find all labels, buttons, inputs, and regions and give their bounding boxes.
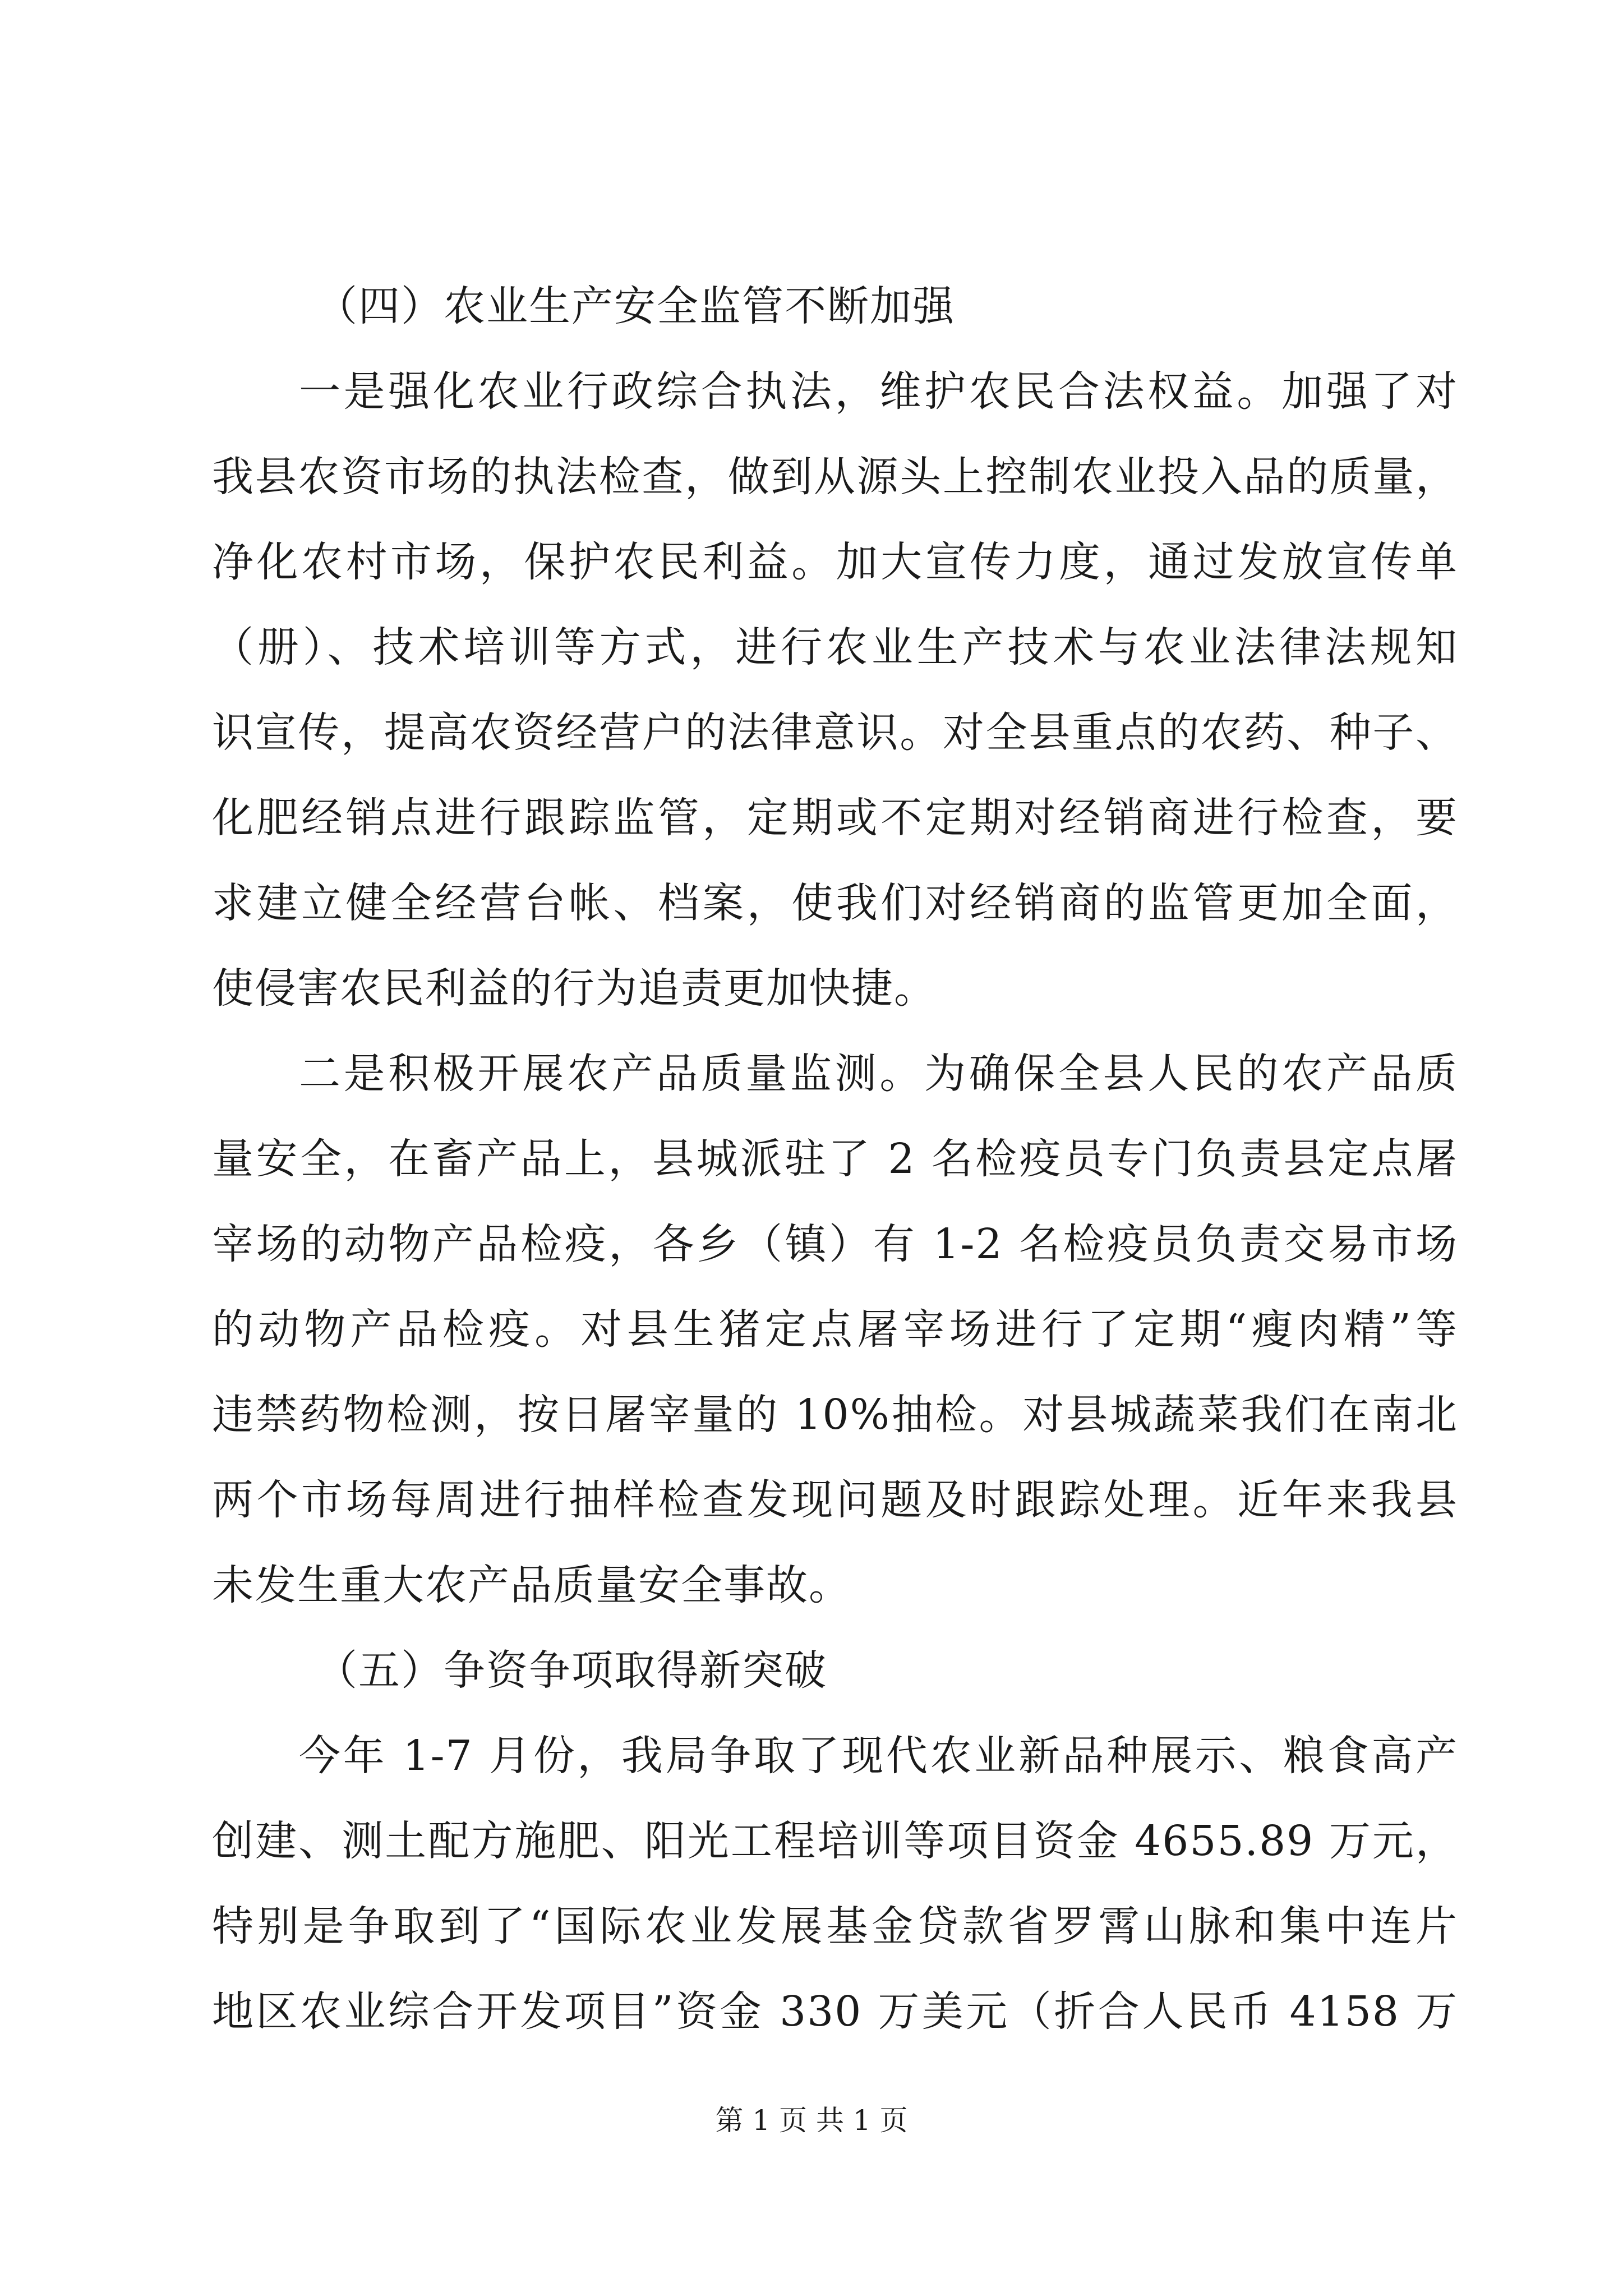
page-number-footer: 第 1 页 共 1 页 — [715, 2104, 908, 2137]
paragraph-line: 地区农业综合开发项目”资金 330 万美元（折合人民币 4158 万 — [212, 1987, 1458, 2036]
paragraph-line: 一是强化农业行政综合执法，维护农民合法权益。加强了对 — [299, 367, 1458, 416]
paragraph-line: 今年 1-7 月份，我局争取了现代农业新品种展示、粮食高产 — [299, 1732, 1458, 1780]
paragraph-line: 两个市场每周进行抽样检查发现问题及时跟踪处理。近年来我县 — [212, 1476, 1458, 1524]
paragraph-line: 特别是争取到了“国际农业发展基金贷款省罗霄山脉和集中连片 — [212, 1902, 1458, 1950]
paragraph-line: 违禁药物检测，按日屠宰量的 10%抽检。对县城蔬菜我们在南北 — [212, 1391, 1458, 1439]
section-heading-4: （四）农业生产安全监管不断加强 — [316, 282, 955, 330]
paragraph-line: 量安全，在畜产品上，县城派驻了 2 名检疫员专门负责县定点屠 — [212, 1135, 1458, 1183]
paragraph-line: 净化农村市场，保护农民利益。加大宣传力度，通过发放宣传单 — [212, 538, 1458, 586]
paragraph-line: 的动物产品检疫。对县生猪定点屠宰场进行了定期“瘦肉精”等 — [212, 1305, 1458, 1354]
paragraph-line: 创建、测土配方施肥、阳光工程培训等项目资金 4655.89 万元， — [212, 1817, 1458, 1865]
paragraph-line: 宰场的动物产品检疫，各乡（镇）有 1-2 名检疫员负责交易市场 — [212, 1220, 1458, 1268]
paragraph-line: 我县农资市场的执法检查，做到从源头上控制农业投入品的质量， — [212, 453, 1458, 501]
paragraph-line: （册）、技术培训等方式，进行农业生产技术与农业法律法规知 — [212, 623, 1458, 671]
document-body — [212, 264, 1458, 2054]
paragraph-line: 二是积极开展农产品质量监测。为确保全县人民的农产品质 — [299, 1050, 1458, 1098]
paragraph-line: 使侵害农民利益的行为追责更加快捷。 — [212, 964, 937, 1013]
paragraph-line: 求建立健全经营台帐、档案，使我们对经销商的监管更加全面， — [212, 879, 1458, 927]
paragraph-line: 化肥经销点进行跟踪监管，定期或不定期对经销商进行检查，要 — [212, 794, 1458, 842]
paragraph-line: 未发生重大农产品质量安全事故。 — [212, 1561, 851, 1609]
paragraph-line: 识宣传，提高农资经营户的法律意识。对全县重点的农药、种子、 — [212, 708, 1458, 757]
section-heading-5: （五）争资争项取得新突破 — [316, 1646, 827, 1695]
